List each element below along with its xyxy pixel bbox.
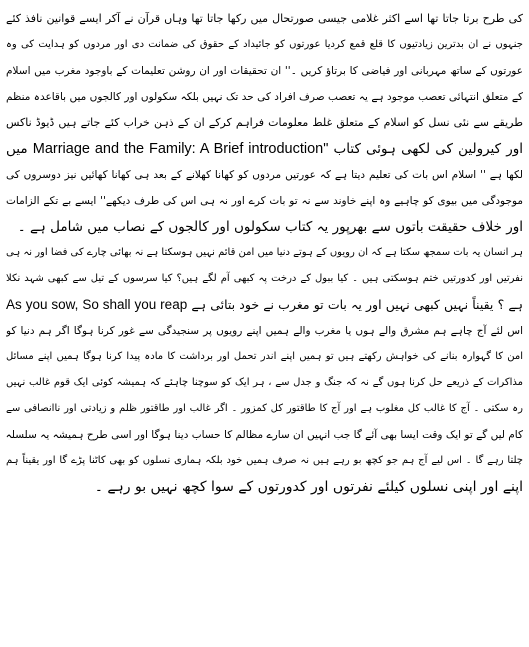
text-line: کام لیں گے تو ایک وقت ایسا بھی آئے گا جب انہیں ان سارے مظالم کا حساب دینا ہوگا اور اسی طرح ہمیشہ یہ سلسلہ [6,429,523,441]
text-line: اس لئے آج چاہے ہم مشرق والے ہوں یا مغرب والے ہمیں اپنے رویوں پر سنجیدگی سے غور کرنا ہوگا اگر ہم دنیا کو [6,325,523,337]
text-line: اپنے اور اپنی نسلوں کیلئے نفرتوں اور کدورتوں کے سوا کچھ نہیں بو رہے ۔ [94,479,523,495]
paragraph-islam-women-rights [6,6,523,240]
text-line: ہر انسان یہ بات سمجھ سکتا ہے کہ ان رویوں کے ہوتے دنیا میں امن قائم نہیں ہوسکتا ہے نہ بھائی چارے کی فضا اور نہ ہی [6,247,523,258]
book-title-english: Marriage and the Family: A Brief introduction" [32,141,329,157]
text-line-with-proverb [6,292,523,318]
text-line: موجودگی میں بیوی کو چاہیے وہ اپنے خاوند سے نہ تو بات کرے اور نہ ہی اس کی طرف دیکھے'' ایسے بے تکے الزامات [6,195,523,207]
proverb-english: As you sow, So shall you reap [6,297,188,312]
text-segment: اور کیرولین کی لکھی ہوئی کتاب [328,141,523,157]
text-line: کی طرح برتا جاتا تھا اسے اکثر غلامی جیسی صورتحال میں رکھا جاتا تھا وہاں قرآن نے آکر ایسے قوانین نافذ کئے [6,12,523,25]
paragraph-peace-and-attitudes [6,240,523,500]
text-line: طریقے سے نئی نسل کو اسلام کے متعلق غلط معلومات فراہم کرکے ان کے ذہن خراب کئے جاتے ہیں ڈیوڈ ناکس [6,116,523,129]
text-segment: ہے ؟ یقیناً نہیں کبھی نہیں اور یہ بات تو مغرب نے خود بتائی ہے [191,297,523,312]
text-line: چلتا رہے گا ۔ اس لیے آج ہم جو کچھ بو رہے ہیں نہ صرف ہمیں خود بلکہ ہماری نسلوں کو بھی کاٹنا پڑے گا اور یقیناً ہم [6,455,523,466]
text-line: جنہوں نے ان بدترین زیادتیوں کا قلع قمع کردیا عورتوں کو جائیداد کے حقوق کی ضمانت دی اور مردوں کو ہدایت کی وہ [6,39,523,50]
text-line: امن کا گہوارہ بنانے کی خواہش رکھتے ہیں تو ہمیں اپنے اندر تحمل اور برداشت کا مادہ پیدا کرنا ہوگا ہمیں اپنے مسائل [6,351,523,362]
text-line: رہ سکتی ۔ آج کا غالب کل مغلوب ہے اور آج کا طاقتور کل کمزور ۔ اگر غالب اور طاقتور ظلم و زیادتی اور ناانصافی سے [6,403,523,414]
text-line: لکھا ہے '' اسلام اس بات کی تعلیم دیتا ہے کہ عورتیں مردوں کو کھانا کھلانے کے بعد ہی کھانا کھائیں نیز دوسروں کی [6,169,523,181]
text-line: نفرتیں اور کدورتیں ختم ہوسکتی ہیں ۔ کیا ببول کے درخت پہ کبھی آم لگے ہیں؟ کیا سرسوں کے تیل سے کبھی شہد نکلا [6,273,523,284]
text-line: عورتوں کے ساتھ مہربانی اور فیاضی کا برتاؤ کریں ۔'' ان تحقیقات اور ان روشن تعلیمات کے باوجود مغرب میں اسلام [6,65,523,77]
text-line: کے متعلق انتہائی تعصب موجود ہے یہ تعصب صرف افراد کی حد تک نہیں بلکہ سکولوں اور کالجوں میں باقاعدہ منظم [6,91,523,103]
text-line-with-book-title [6,136,523,162]
text-line: مذاکرات کے ذریعے حل کرنا ہوں گے نہ کہ جنگ و جدل سے ، ہر ایک کو سوچنا چاہئے کہ ہمیشہ کوئی ایک قوم غالب نہیں [6,377,523,388]
text-line: اور خلاف حقیقت باتوں سے بھرپور یہ کتاب سکولوں اور کالجوں کے نصاب میں شامل ہے ۔ [17,219,523,235]
text-segment: میں [6,141,28,157]
